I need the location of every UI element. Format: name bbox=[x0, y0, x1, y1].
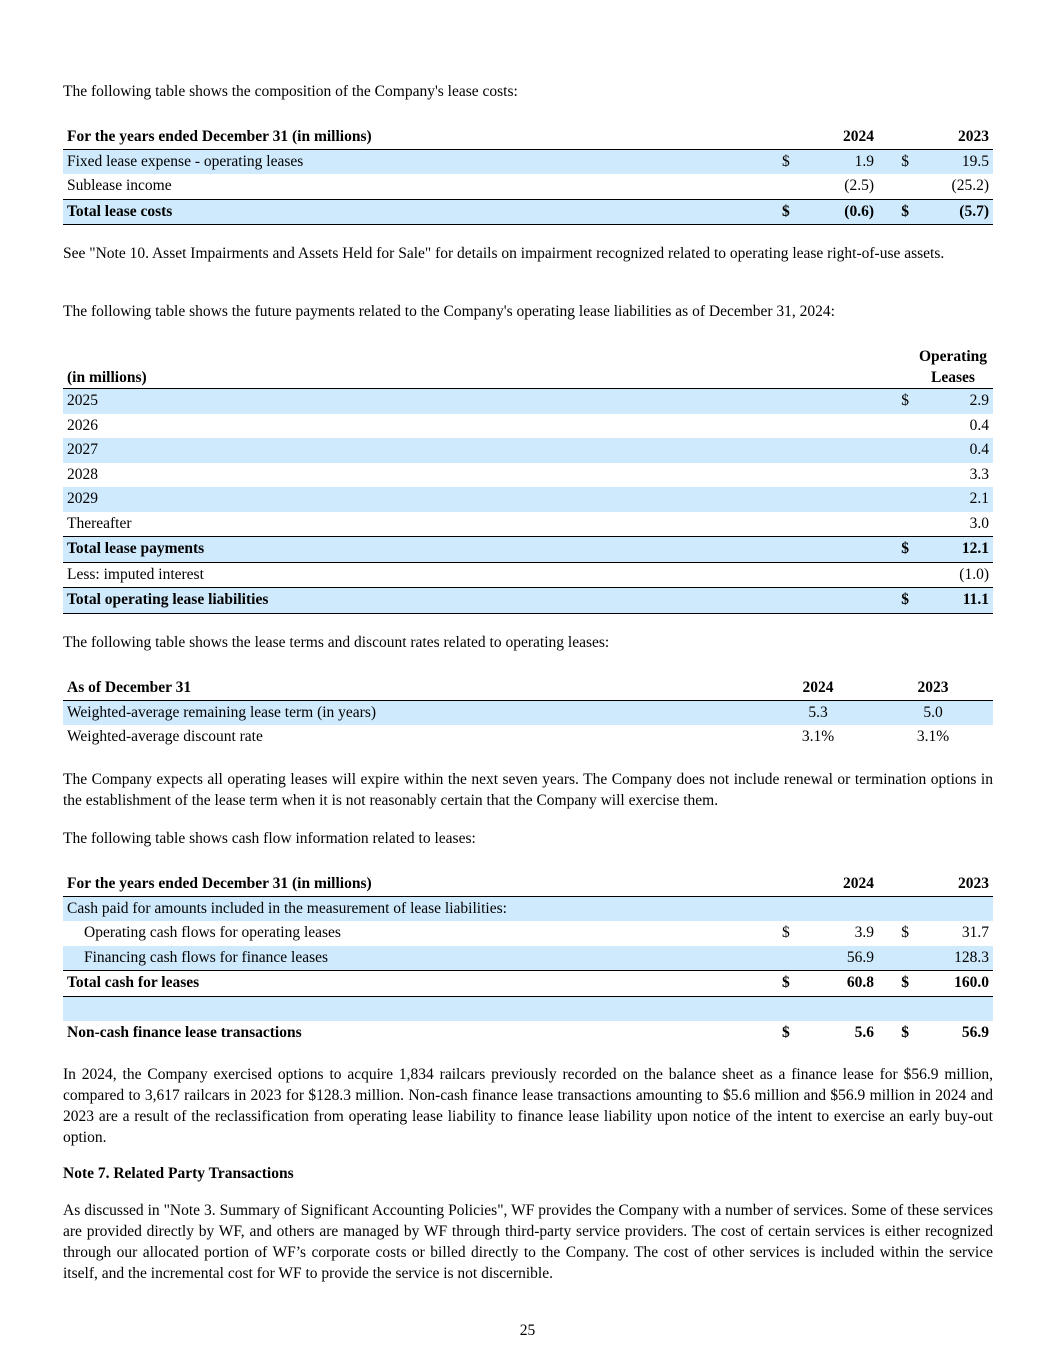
row-value: 2.9 bbox=[913, 389, 993, 414]
table-header bbox=[63, 675, 993, 700]
table-row bbox=[63, 562, 993, 588]
header-2023: 2023 bbox=[873, 675, 993, 700]
currency-sign: $ bbox=[782, 924, 790, 942]
table-row bbox=[63, 149, 993, 174]
note7-heading: Note 7. Related Party Transactions bbox=[63, 1165, 294, 1182]
row-value: (1.0) bbox=[959, 565, 989, 583]
currency-sign: $ bbox=[878, 149, 913, 174]
row-label: 2027 bbox=[63, 438, 878, 463]
value-2024: (0.6) bbox=[798, 199, 878, 225]
header-2024: 2024 bbox=[763, 675, 873, 700]
lease-terms-table bbox=[63, 675, 993, 750]
currency-sign: $ bbox=[878, 389, 913, 414]
header-2024: 2024 bbox=[798, 871, 878, 896]
table-row bbox=[63, 463, 993, 488]
row-label: Non-cash finance lease transactions bbox=[67, 1024, 302, 1042]
row-label: Thereafter bbox=[67, 514, 132, 532]
table-row bbox=[63, 487, 993, 512]
currency-sign: $ bbox=[778, 199, 798, 225]
table-row bbox=[63, 174, 993, 199]
currency-sign bbox=[878, 512, 913, 537]
currency-sign bbox=[878, 438, 913, 463]
row-label: Weighted-average remaining lease term (in years) bbox=[63, 700, 763, 725]
row-label: Total operating lease liabilities bbox=[63, 588, 878, 614]
currency-sign bbox=[878, 562, 913, 588]
value-2024: 5.3 bbox=[763, 700, 873, 725]
value-2023: 160.0 bbox=[913, 971, 993, 997]
total-row bbox=[63, 971, 993, 997]
value-2023: 19.5 bbox=[913, 149, 993, 174]
currency-sign bbox=[778, 174, 798, 199]
railcars-paragraph: In 2024, the Company exercised options to acquire 1,834 railcars previously recorded on the balance sheet as a finance lease for $56.9 million, compared to 3,617 railcars in 2023 for $128.3 million. Non-cash finance lease transactions amounting to $5.6 million and $56.9 million in 2024 and 2023 are a result of the reclassification from operating lease liability to finance lease liability upon notice of the intent to exercise an early buy-out option. bbox=[63, 1066, 993, 1146]
row-label: Operating cash flows for operating leases bbox=[84, 924, 341, 942]
currency-sign bbox=[878, 946, 913, 971]
table-row bbox=[63, 700, 993, 725]
future-payments-table bbox=[63, 346, 993, 614]
row-value: 3.0 bbox=[969, 514, 989, 532]
row-label: 2029 bbox=[63, 487, 878, 512]
header-label: For the years ended December 31 (in millions) bbox=[63, 871, 778, 896]
value-2023: 128.3 bbox=[913, 946, 993, 971]
currency-sign bbox=[778, 946, 798, 971]
table-row bbox=[63, 512, 993, 537]
value-2024: 1.9 bbox=[798, 149, 878, 174]
header-label: As of December 31 bbox=[63, 675, 763, 700]
table-row bbox=[63, 896, 993, 921]
header-operating-leases bbox=[913, 346, 993, 389]
currency-sign: $ bbox=[878, 588, 913, 614]
intro-future-payments: The following table shows the future payments related to the Company's operating lease liabilities as of December 31, 2024: bbox=[63, 303, 835, 320]
currency-sign bbox=[878, 414, 913, 439]
currency-sign: $ bbox=[778, 971, 798, 997]
cash-flow-table bbox=[63, 871, 993, 1046]
currency-sign bbox=[878, 174, 913, 199]
header-2023: 2023 bbox=[913, 871, 993, 896]
table-row bbox=[63, 389, 993, 414]
table-row bbox=[63, 921, 993, 946]
page-number: 25 bbox=[519, 1322, 536, 1339]
currency-sign: $ bbox=[901, 924, 909, 942]
value-2024: (2.5) bbox=[844, 177, 874, 195]
table-row bbox=[63, 438, 993, 463]
currency-sign: $ bbox=[878, 537, 913, 563]
row-label: 2026 bbox=[67, 416, 98, 434]
total-row bbox=[63, 537, 993, 563]
table-header bbox=[63, 124, 993, 149]
row-label: Financing cash flows for finance leases bbox=[63, 946, 778, 971]
value-2023: (25.2) bbox=[951, 177, 989, 195]
currency-sign: $ bbox=[901, 1024, 909, 1042]
row-label: Fixed lease expense - operating leases bbox=[63, 149, 778, 174]
currency-sign: $ bbox=[878, 199, 913, 225]
row-value: 12.1 bbox=[913, 537, 993, 563]
header-2023: 2023 bbox=[913, 124, 993, 149]
row-value: 3.3 bbox=[969, 465, 989, 483]
currency-sign: $ bbox=[778, 149, 798, 174]
row-value: 0.4 bbox=[969, 416, 989, 434]
header-2024: 2024 bbox=[798, 124, 878, 149]
row-label: 2028 bbox=[67, 465, 98, 483]
row-label: Total lease payments bbox=[63, 537, 878, 563]
table-row bbox=[63, 725, 993, 750]
row-value: 11.1 bbox=[913, 588, 993, 614]
header-line-2: Leases bbox=[931, 369, 975, 386]
lease-expiry-paragraph: The Company expects all operating leases will expire within the next seven years. The Company does not include renewal or termination options in the establishment of the lease term when it is not reasonably certain that the Company will exercise them. bbox=[63, 771, 993, 809]
row-label: Less: imputed interest bbox=[67, 565, 204, 583]
row-value: 2.1 bbox=[913, 487, 993, 512]
header-label: (in millions) bbox=[63, 346, 878, 389]
header-label: For the years ended December 31 (in millions) bbox=[63, 124, 778, 149]
header-line-1: Operating bbox=[918, 348, 988, 365]
value-2024: 3.9 bbox=[854, 924, 874, 942]
value-2024: 5.6 bbox=[854, 1024, 874, 1042]
row-label: Weighted-average discount rate bbox=[67, 728, 263, 746]
table-row bbox=[63, 1021, 993, 1046]
value-2024: 3.1% bbox=[801, 728, 835, 746]
currency-sign: $ bbox=[878, 971, 913, 997]
row-label: 2025 bbox=[63, 389, 878, 414]
lease-costs-table bbox=[63, 124, 993, 225]
value-2023: 3.1% bbox=[916, 728, 950, 746]
value-2023: 5.0 bbox=[873, 700, 993, 725]
value-2023: 31.7 bbox=[961, 924, 989, 942]
value-2024: 60.8 bbox=[798, 971, 878, 997]
row-value: 0.4 bbox=[913, 438, 993, 463]
row-label: Total cash for leases bbox=[63, 971, 778, 997]
note7-paragraph: As discussed in "Note 3. Summary of Significant Accounting Policies", WF provides the Company with a number of services. Some of these services are provided directly by WF, and others are managed by WF through third-party service providers. The cost of certain services is either recognized through our allocated portion of WF’s corporate costs or billed directly to the Company. The cost of other services is included within the service itself, and the incremental cost for WF to provide the service is not discernible. bbox=[63, 1202, 993, 1282]
spacer-row bbox=[63, 996, 993, 1021]
intro-lease-terms: The following table shows the lease terms and discount rates related to operating leases: bbox=[63, 634, 610, 651]
currency-sign bbox=[878, 487, 913, 512]
value-2024: 56.9 bbox=[798, 946, 878, 971]
row-label: Sublease income bbox=[67, 177, 172, 195]
table-header bbox=[63, 871, 993, 896]
currency-sign bbox=[878, 463, 913, 488]
intro-cash-flow: The following table shows cash flow information related to leases: bbox=[63, 830, 476, 847]
row-label: Total lease costs bbox=[63, 199, 778, 225]
table-header bbox=[63, 346, 993, 389]
table-row bbox=[63, 946, 993, 971]
table-row bbox=[63, 414, 993, 439]
value-2023: 56.9 bbox=[961, 1024, 989, 1042]
currency-sign: $ bbox=[782, 1024, 790, 1042]
total-row bbox=[63, 588, 993, 614]
total-row bbox=[63, 199, 993, 225]
value-2023: (5.7) bbox=[913, 199, 993, 225]
intro-lease-costs: The following table shows the composition of the Company's lease costs: bbox=[63, 83, 518, 100]
note10-paragraph: See "Note 10. Asset Impairments and Assets Held for Sale" for details on impairment recognized related to operating lease right-of-use assets. bbox=[63, 245, 945, 262]
row-label: Cash paid for amounts included in the measurement of lease liabilities: bbox=[63, 896, 778, 921]
